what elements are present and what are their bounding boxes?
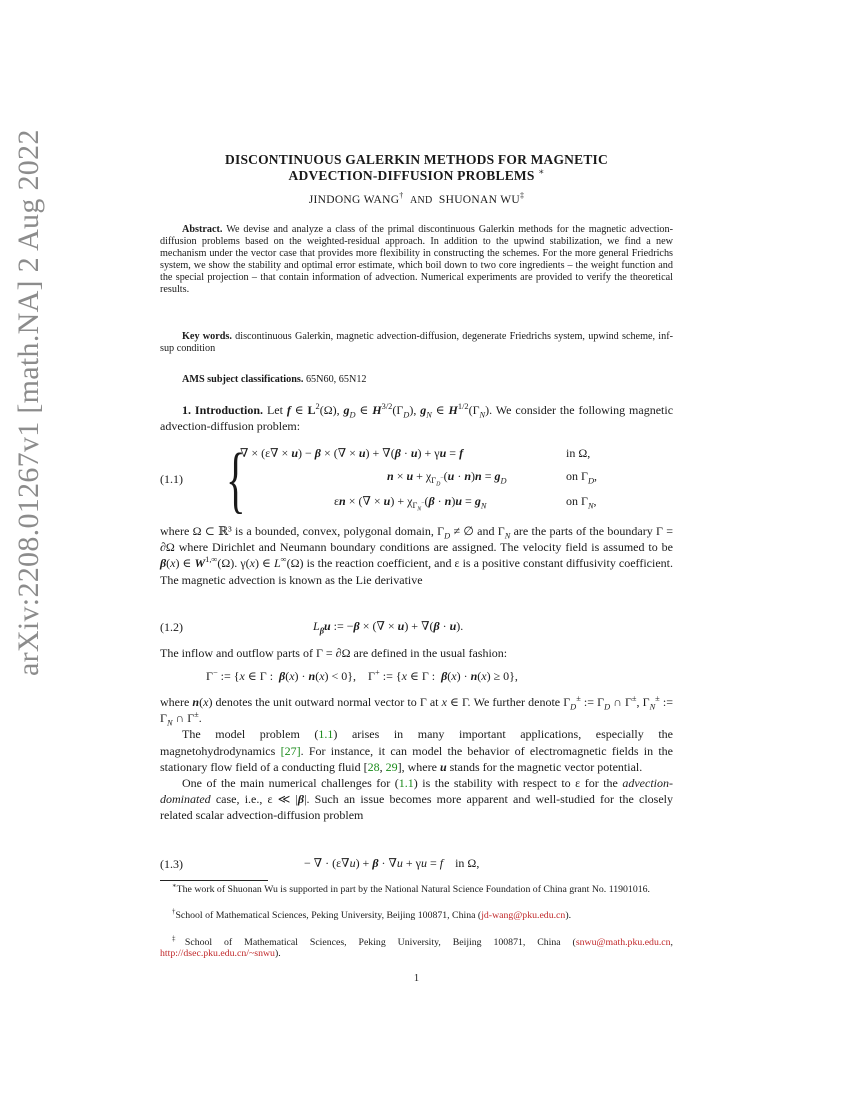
abstract: [160, 224, 673, 297]
ref-1-1-link[interactable]: 1.1: [318, 727, 334, 742]
footnote-funding-text: The work of Shuonan Wu is supported in part by the National Natural Science Foundation of China grant No. 11901016.: [176, 884, 650, 895]
email-snwu[interactable]: snwu@math.pku.edu.cn: [575, 937, 671, 948]
challenge-text-b: is the stability with respect to ε for the: [422, 776, 618, 791]
author-2: SHUONAN WU: [438, 194, 520, 206]
equation-label-1-2: (1.2): [160, 620, 183, 634]
cond-3-text: on Γ: [566, 494, 588, 508]
equation-1-3: − ∇ · (ε∇u) + β · ∇u + γu = f in Ω,: [304, 856, 480, 870]
ams-text: 65N60, 65N12: [305, 374, 367, 385]
equation-1-1-line-2: $n \times u + \chi_{\Gamma_D^-}(u \cdot n)n = g_D$: [387, 469, 507, 489]
ams-label: AMS subject classifications.: [182, 374, 304, 385]
normal-paragraph: where n(x) denotes the unit outward normal vector to Γ at x ∈ Γ. We further denote $\Gamma_D^\pm$ := $\Gamma_D$ ∩ Γ±, $\Gamma_N^\pm$ := $\Gamma_N$ ∩ Γ±. The model problem (1.1) arises in many important applications, especially the magnetohydrodynamics [27]. For instance, it can model the behavior of electromagnetic fields in the stationary flow field of a conducting fluid [28, 29], where u stands for the magnetic vector potential. One of the main numerical challenges for (1.1) is the stability with respect to ε for the advection-dominated case, i.e., ε ≪ |β|. Such an issue becomes more apparent and well-studied for the closely related scalar advection-diffusion problem: [160, 694, 674, 823]
page-number: 1: [413, 973, 420, 984]
citation-27[interactable]: [27]: [280, 743, 301, 758]
equation-brace: {: [226, 439, 246, 521]
abstract-text: We devise and analyze a class of the primal discontinuous Galerkin methods for the magnetic advection-diffusion problems based on the weighted-residual approach. In addition to the upwind stabilization, we find a new mechanism under the vector case that provides more flexibility in constructing the schemes. For the more general Friedrichs system, we show the stability and optimal error estimate, which boil down to two core ingredients – the weight function and the special projection – that contain information of advection. Numerical experiments are provided to verify the theoretical results.: [160, 224, 673, 296]
footnote-author-2: ‡School of Mathematical Sciences, Peking University, Beijing 100871, China (snwu@math.pku.edu.cn, http://dsec.pku.edu.cn/~snwu).: [160, 935, 673, 960]
domain-text-start: where Ω ⊂ ℝ³ is a bounded, convex, polygonal domain, Γ: [160, 524, 445, 538]
ref-1-1-link-2[interactable]: 1.1: [398, 776, 414, 791]
equation-1-2: $L_\beta u$ := −β × (∇ × u) + ∇(β · u).: [313, 619, 464, 636]
equation-1-1-cond-3: on $\Gamma_N$,: [566, 494, 597, 511]
title-line-1: DISCONTINUOUS GALERKIN METHODS FOR MAGNETIC: [225, 152, 608, 167]
arxiv-stamp: arXiv:2208.01267v1 [math.NA] 2 Aug 2022: [12, 129, 45, 676]
equation-label-1-1: (1.1): [160, 472, 183, 486]
keywords-text: discontinuous Galerkin, magnetic advection-diffusion, degenerate Friedrichs system, upwind scheme, inf-sup condition: [160, 331, 673, 355]
ams-classification: [182, 374, 673, 386]
model-text-d: , where: [401, 759, 437, 774]
section-title: Introduction.: [194, 403, 264, 417]
challenge-emphasis: advection-dominated: [160, 776, 674, 807]
citation-28[interactable]: 28: [367, 759, 380, 774]
email-jd-wang[interactable]: jd-wang@pku.edu.cn: [481, 910, 566, 921]
domain-paragraph: where Ω ⊂ ℝ³ is a bounded, convex, polygonal domain, $\Gamma_D$ ≠ ∅ and $\Gamma_N$ are the parts of the boundary Γ = ∂Ω where Dirichlet and Neumann boundary conditions are assigned. The velocity field is assumed to be β(x) ∈ $W^{1,\infty}(\Omega)$. γ(x) ∈ L∞(Ω) is the reaction coefficient, and ε is a positive constant diffusivity coefficient. The magnetic advection is known as the Lie derivative: [160, 524, 674, 587]
model-text-c: . For instance, it can model the behavior of electromagnetic fields in the stationary flow field of a conducting fluid: [160, 743, 674, 774]
model-paragraph: The model problem (1.1) arises in many important applications, especially the magnetohydrodynamics [27]. For instance, it can model the behavior of electromagnetic fields in the stationary flow field of a conducting fluid [28, 29], where u stands for the magnetic vector potential.: [160, 727, 674, 774]
inflow-paragraph: [160, 645, 673, 661]
author-1-mark: †: [399, 191, 404, 201]
equation-1-1-cond-1: in Ω,: [566, 446, 591, 460]
paper-title: [160, 152, 673, 184]
footnote-author-1: †School of Mathematical Sciences, Peking University, Beijing 100871, China (jd-wang@pku.edu.cn).: [172, 908, 572, 921]
inflow-text: The inflow and outflow parts of Γ = ∂Ω are defined in the usual fashion:: [160, 646, 508, 660]
homepage-link[interactable]: http://dsec.pku.edu.cn/~snwu: [160, 948, 275, 960]
inflow-outflow-definition: Γ− := {x ∈ Γ : β(x) · n(x) < 0}, Γ+ := {x ∈ Γ : β(x) · n(x) ≥ 0},: [206, 668, 518, 683]
equation-1-1-line-3: εn × (∇ × $u) + \chi_{\Gamma_N^-}(\beta \cdot n)u = g_N$: [334, 494, 487, 514]
equation-1-1-cond-2: on $\Gamma_D$,: [566, 469, 597, 486]
author-2-mark: ‡: [519, 191, 525, 201]
section-number: 1.: [182, 403, 191, 417]
lie-text: advection is known as the Lie derivative: [228, 572, 423, 587]
model-text-e: stands for the magnetic vector potential.: [449, 759, 643, 774]
challenge-text-d: |. Such an issue becomes more apparent and well-studied for the closely related scalar advection-diffusion problem: [160, 792, 674, 823]
intro-paragraph: 1. Introduction. Let f ∈ $L^2(\Omega)$, $g_D$ ∈ $H^{3/2}(\Gamma_D)$, $g_N$ ∈ $H^{1/2}(\Gamma_N)$. We consider the following magnetic advection-diffusion problem:: [160, 402, 674, 434]
footnote-funding: ∗The work of Shuonan Wu is supported in part by the National Natural Science Foundation of China grant No. 11901016.: [172, 882, 650, 895]
citation-29[interactable]: 29: [385, 759, 398, 774]
footnote-author-2-text: School of Mathematical Sciences, Peking University, Beijing 100871, China (: [184, 937, 576, 948]
keywords: [160, 331, 673, 355]
keywords-label: Key words.: [182, 331, 232, 342]
author-and: AND: [409, 195, 433, 206]
authors: [160, 191, 673, 206]
paper-page: [160, 0, 673, 1100]
footnote-rule: [160, 880, 268, 881]
footnote-author-1-text: School of Mathematical Sciences, Peking University, Beijing 100871, China (: [175, 910, 482, 921]
title-footnote-mark: ∗: [538, 166, 545, 177]
title-line-2: ADVECTION-DIFFUSION PROBLEMS: [288, 168, 535, 183]
challenge-text-a: One of the main numerical challenges for: [182, 776, 391, 791]
challenge-text-c: case, i.e., ε ≪ |: [215, 792, 298, 807]
cond-2-text: on Γ: [566, 469, 588, 483]
challenge-paragraph: One of the main numerical challenges for (1.1) is the stability with respect to ε for the advection-dominated case, i.e., ε ≪ |β|. Such an issue becomes more apparent and well-studied for the closely related scalar advection-diffusion problem: [160, 776, 674, 823]
abstract-label: Abstract.: [182, 224, 223, 235]
model-text-b: arises in many important applications, especially the magnetohydrodynamics: [160, 727, 673, 758]
equation-1-1-line-1: ∇ × (ε∇ × u) − β × (∇ × u) + ∇(β · u) + γu = f: [240, 446, 464, 460]
section-heading: [182, 403, 263, 417]
model-text-a: The model problem: [182, 727, 300, 742]
author-1: JINDONG WANG: [308, 194, 400, 206]
equation-label-1-3: (1.3): [160, 857, 183, 871]
